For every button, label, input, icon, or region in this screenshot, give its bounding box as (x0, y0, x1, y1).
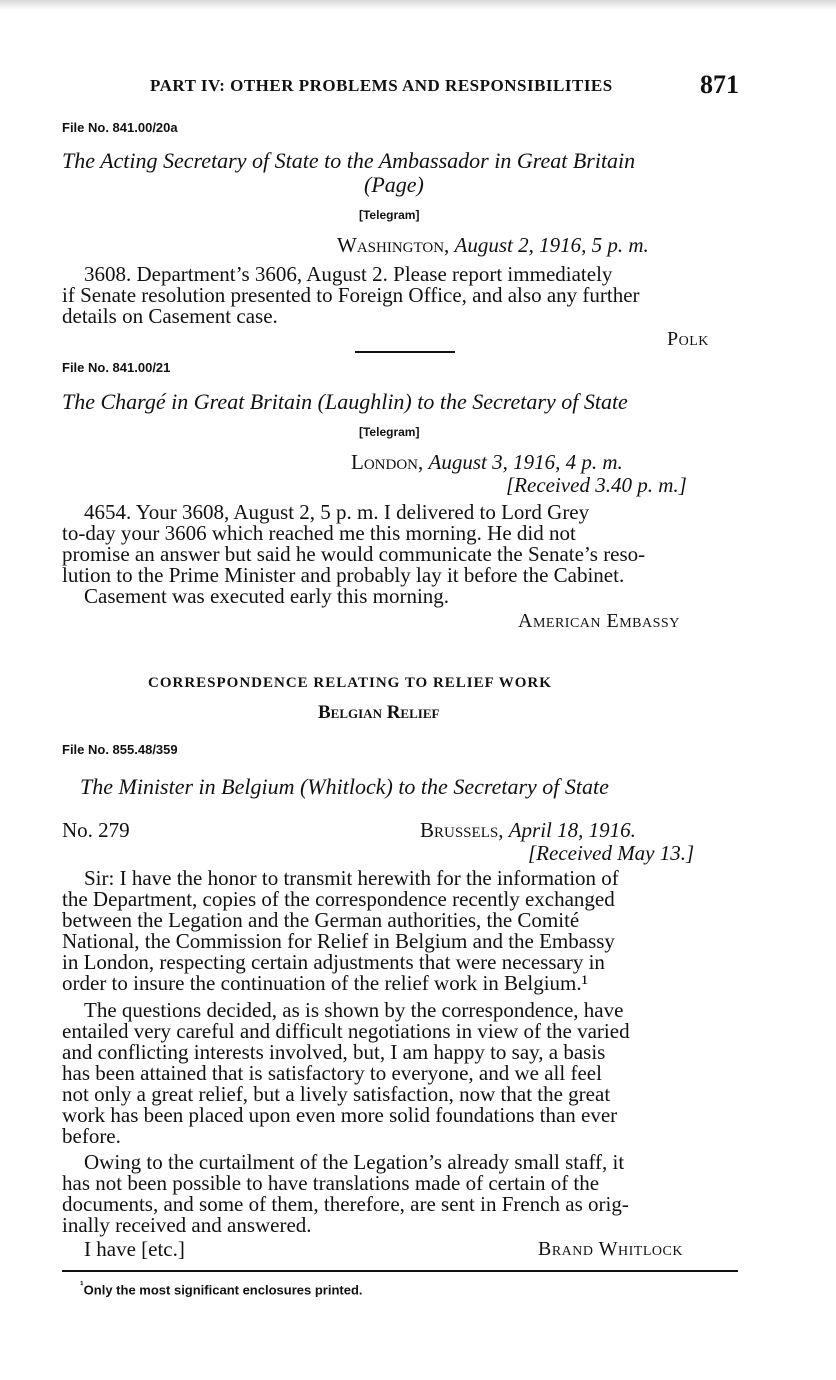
doc2-body-line: promise an answer but said he would communicate the Senate’s reso- (62, 542, 646, 566)
doc3-paragraph-1 (62, 866, 740, 995)
doc3-paragraph-3 (62, 1150, 740, 1237)
doc3-number: No. 279 (62, 818, 130, 842)
doc3-body-line: and conflicting interests involved, but, I am happy to say, a basis (62, 1040, 606, 1064)
doc2-heading: The Chargé in Great Britain (Laughlin) to the Secretary of State (62, 389, 628, 414)
doc3-body-line: has been attained that is satisfactory to everyone, and we all feel (62, 1061, 602, 1085)
doc2-body (62, 500, 740, 608)
doc1-body-line: 3608. Department’s 3606, August 2. Please report immediately (84, 262, 613, 286)
doc1-body-line: if Senate resolution presented to Foreign Office, and also any further (62, 283, 640, 307)
doc3-body-line: the Department, copies of the correspondence recently exchanged (62, 887, 615, 911)
doc1-signature: Polk (667, 328, 709, 350)
doc2-file-number: File No. 841.00/21 (62, 360, 171, 375)
doc3-dateline (420, 818, 636, 843)
doc3-body-line: Owing to the curtailment of the Legation’s already small staff, it (84, 1150, 625, 1174)
doc3-heading: The Minister in Belgium (Whitlock) to the Secretary of State (80, 774, 609, 799)
running-head-title: PART IV: OTHER PROBLEMS AND RESPONSIBILITIES (150, 76, 613, 95)
doc3-body-line: between the Legation and the German authorities, the Comité (62, 908, 580, 932)
doc2-dateline-place: London, (351, 450, 424, 474)
doc3-body-line: work has been placed upon even more solid foundations than ever (62, 1103, 618, 1127)
doc1-dateline-place: Washington, (337, 233, 450, 257)
section-title: CORRESPONDENCE RELATING TO RELIEF WORK (148, 675, 552, 691)
doc3-paragraph-2 (62, 998, 740, 1148)
doc1-telegram-label: [Telegram] (359, 208, 420, 222)
doc1-heading-recipient: (Page) (364, 172, 424, 197)
doc1-body (62, 262, 740, 328)
doc3-body-line: before. (62, 1124, 121, 1148)
doc3-body-line: inally received and answered. (62, 1213, 312, 1237)
doc3-received: [Received May 13.] (528, 841, 695, 865)
doc3-body-line: has not been possible to have translations made of certain of the (62, 1171, 600, 1195)
doc2-body-line: 4654. Your 3608, August 2, 5 p. m. I delivered to Lord Grey (84, 500, 590, 524)
doc2-body-line: lution to the Prime Minister and probably lay it before the Cabinet. (62, 563, 625, 587)
doc3-closing: I have [etc.] (84, 1237, 185, 1261)
doc3-body-line: not only a great relief, but a lively satisfaction, now that the great (62, 1082, 611, 1106)
doc3-body-line: The questions decided, as is shown by the correspondence, have (84, 998, 624, 1022)
doc1-dateline-date: August 2, 1916, 5 p. m. (454, 233, 649, 257)
doc2-telegram-label: [Telegram] (359, 425, 420, 439)
doc1-file-number: File No. 841.00/20a (62, 120, 178, 135)
footnote (80, 1280, 363, 1297)
doc3-file-number: File No. 855.48/359 (62, 742, 178, 757)
doc2-dateline-date: August 3, 1916, 4 p. m. (428, 450, 623, 474)
doc3-body-line: Sir: I have the honor to transmit herewith for the information of (84, 866, 619, 890)
scan-edge (0, 0, 836, 10)
doc2-dateline (351, 450, 623, 475)
section-subtitle: Belgian Relief (318, 702, 440, 723)
doc2-body-line: Casement was executed early this morning. (84, 584, 450, 608)
doc1-heading: The Acting Secretary of State to the Ambassador in Great Britain (62, 148, 636, 173)
doc3-body-line: National, the Commission for Relief in Belgium and the Embassy (62, 929, 615, 953)
doc1-dateline (337, 233, 649, 258)
doc2-signature: American Embassy (518, 610, 680, 632)
doc3-dateline-place: Brussels, (420, 818, 504, 842)
separator-rule (355, 351, 455, 353)
doc3-body-line: order to insure the continuation of the relief work in Belgium.¹ (62, 971, 588, 995)
doc3-body-line: in London, respecting certain adjustments that were necessary in (62, 950, 605, 974)
doc2-body-line: to-day your 3606 which reached me this morning. He did not (62, 521, 576, 545)
footnote-rule (62, 1270, 738, 1272)
page-number: 871 (700, 70, 739, 99)
doc3-body-line: entailed very careful and difficult negotiations in view of the varied (62, 1019, 630, 1043)
doc1-body-line: details on Casement case. (62, 304, 278, 328)
footnote-text: Only the most significant enclosures printed. (83, 1282, 363, 1298)
footnote-marker: ¹ (80, 1280, 84, 1292)
doc2-received: [Received 3.40 p. m.] (506, 473, 687, 497)
doc3-dateline-date: April 18, 1916. (508, 818, 636, 842)
doc3-body-line: documents, and some of them, therefore, are sent in French as orig- (62, 1192, 629, 1216)
doc3-signature: Brand Whitlock (538, 1238, 683, 1260)
